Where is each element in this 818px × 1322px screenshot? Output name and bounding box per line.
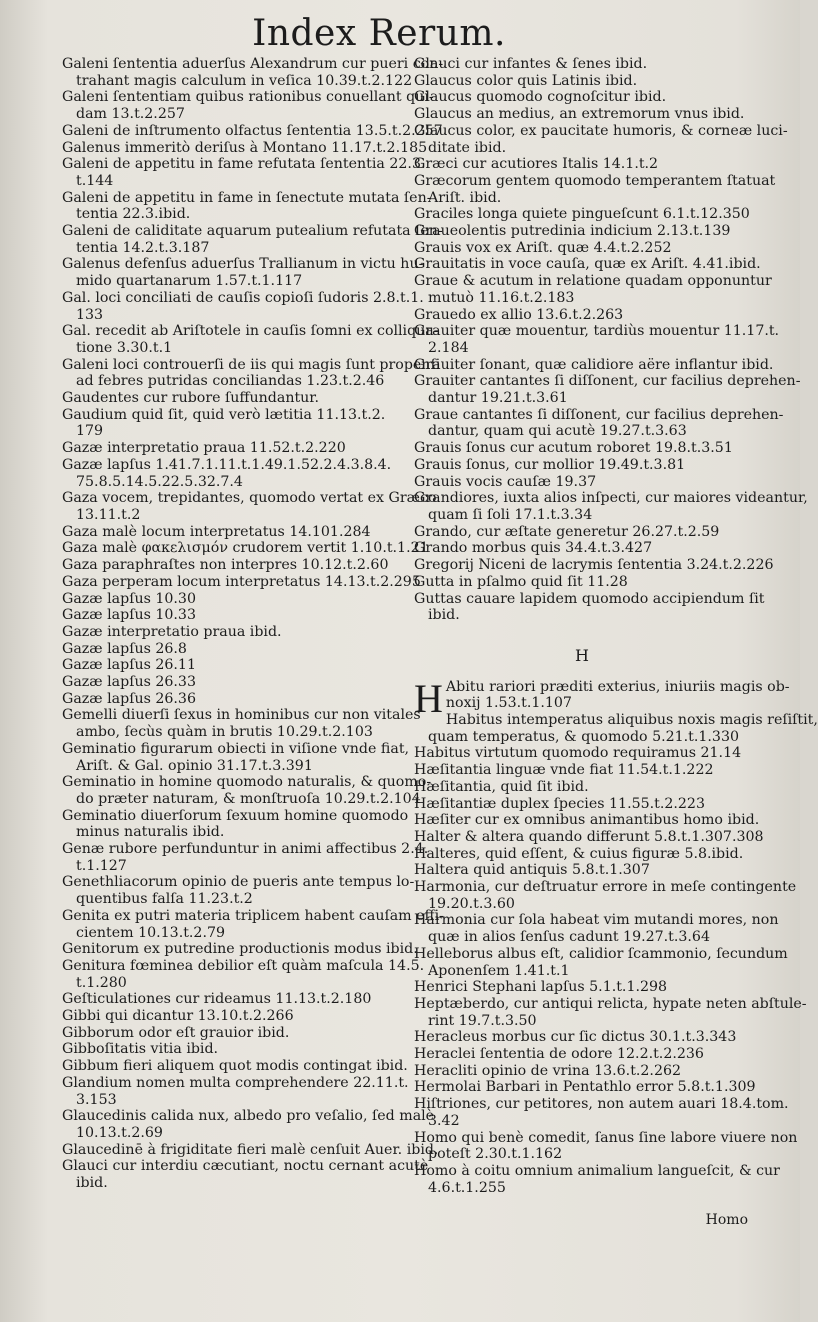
entry-line: Gregorij Niceni de lacrymis ſententia 3.24.t.2.226 [414,557,774,574]
entry-line: Heraclei ſententia de odore 12.2.t.2.236 [414,1046,704,1063]
index-entry [414,995,807,1029]
entry-line: Galeni ſententiam quibus rationibus conuellant qui- [62,89,434,106]
index-entry [62,907,444,941]
index-entry [62,624,400,641]
entry-line: Galeni loci controuerſi de iis qui magis ſunt propenſi [62,356,441,373]
index-entry [414,256,761,273]
entry-line: 133 [76,306,104,323]
entry-line: Grauis vocis cauſæ 19.37 [414,473,597,490]
entry-line: Grandiores, iuxta alios inſpecti, cur maiores videantur, [414,490,808,507]
index-entry [414,1046,750,1063]
index-entry [414,1063,750,1080]
index-entry [62,89,434,123]
entry-line: 19.20.t.3.60 [428,895,515,912]
entry-line: 4.6.t.1.255 [428,1179,506,1196]
entry-line: tione 3.30.t.1 [76,339,173,356]
index-entry [414,172,776,206]
index-entry [62,807,409,841]
entry-line: Heracleus morbus cur ſic dictus 30.1.t.3.343 [414,1029,737,1046]
index-entry [414,89,750,106]
entry-line: trahant magis calculum in veſica 10.39.t.2.122 [76,72,413,89]
catchword: Homo [705,1212,748,1228]
entry-line: Gaza vocem, trepidantes, quomodo vertat ex Græco [62,490,437,507]
entry-line: Glauci cur infantes & ſenes ibid. [414,56,648,72]
entry-line: Homo qui benè comedit, ſanus ſine labore viuere non [414,1129,798,1146]
index-entry [62,189,432,223]
entry-line: Galeni de appetitu in fame refutata ſententia 22.3. [62,156,426,173]
entry-line: Haltera quid antiquis 5.8.t.1.307 [414,862,650,879]
index-entry [62,774,432,807]
entry-line: minus naturalis ibid. [76,824,225,841]
entry-line: mido quartanarum 1.57.t.1.117 [76,273,303,290]
entry-line: tentia 14.2.t.3.187 [76,239,210,256]
index-entry [414,73,750,90]
entry-line: Galeni ſententia aduerſus Alexandrum cur pueri con- [62,56,444,72]
entry-line: Glandium nomen multa comprehendere 22.11.t. [62,1074,409,1091]
index-entry [62,957,425,991]
index-entry [414,912,779,946]
index-entry [62,289,424,323]
entry-line: Gazæ lapſus 26.11 [62,657,196,674]
index-entry [414,106,750,123]
entry-line: Graue cantantes ſi diſſonent, cur facilius deprehen- [414,406,784,423]
index-entry [62,457,400,490]
entry-line: Gaza malè locum interpretatus 14.101.284 [62,523,371,540]
entry-line: Galeni de caliditate aquarum putealium refutata ſen- [62,223,443,240]
entry-line: Gibbi qui dicantur 13.10.t.2.266 [62,1008,294,1025]
entry-line: Geminatio diuerſorum ſexuum homine quomodo [62,807,409,824]
entry-line: Halter & altera quando differunt 5.8.t.1.307.308 [414,828,764,845]
index-entry [414,440,750,457]
entry-line: 3.42 [428,1112,460,1129]
index-entry [62,691,400,708]
index-entry [62,1025,400,1042]
entry-line: Genita ex putri materia triplicem habent cauſam effi- [62,907,444,924]
index-entry [414,356,774,374]
h-entries [414,675,818,1197]
entry-line: dantur 19.21.t.3.61 [428,390,568,407]
index-entry [414,1163,780,1196]
entry-line: t.1.127 [76,857,127,874]
index-entry [62,56,444,89]
entry-line: Hæſitantia, quid ſit ibid. [414,778,589,795]
entry-line: Genitorum ex putredine productionis modus ibid. [62,941,418,958]
entry-line: quentibus falſa 11.23.t.2 [76,891,253,908]
index-entry [414,879,797,912]
index-entry [414,457,750,474]
entry-line: quæ in alios ſenſus cadunt 19.27.t.3.64 [428,929,710,946]
index-entry [414,762,750,779]
entry-line: Hæſitantia linguæ vnde fiat 11.54.t.1.222 [414,762,714,779]
entry-line: Genæ rubore perfunduntur in animi affectibus 2.4. [62,841,429,858]
index-entry [62,490,437,523]
entry-line: Gaudentes cur rubore ſuffundantur. [62,390,320,407]
entry-line: Hiſtriones, cur petitores, non autem auari 18.4.tom. [414,1096,789,1113]
entry-line: Grauiter quæ mouentur, tardiùs mouentur 11.17.t. [414,323,780,340]
index-entry [414,1096,789,1129]
entry-line: Gazæ interpretatio praua ibid. [62,623,282,640]
index-entry [62,223,443,256]
index-entry [62,256,424,290]
entry-line: Glaucus quomodo cognoſcitur ibid. [414,89,667,106]
entry-line: Glaucus an medius, an extremorum vnus ibid. [414,106,745,123]
index-entry [414,56,750,73]
entry-line: Hæſiter cur ex omnibus animantibus homo ibid. [414,812,760,829]
index-entry [62,607,400,624]
entry-line: poteſt 2.30.t.1.162 [428,1146,563,1163]
index-entry [62,573,421,591]
entry-line: Genethliacorum opinio de pueris ante tempus lo- [62,874,415,891]
index-entry [414,474,750,491]
entry-line: do præter naturam, & monſtruoſa 10.29.t.2.104 [76,790,421,807]
entry-line: mutuò 11.16.t.2.183 [428,289,575,306]
entry-line: Gazæ lapſus 26.33 [62,674,196,691]
index-entry [414,240,750,257]
index-entry [414,557,774,574]
g-entries [414,56,808,624]
entry-line: 2.184 [428,339,469,356]
section-letter-h: H [575,645,589,665]
entry-line: Gaza perperam locum interpretatus 14.13.t.2.295 [62,573,421,590]
index-entry [414,812,760,829]
entry-line: Gutta in pſalmo quid ſit 11.28 [414,573,628,590]
entry-line: Aponenſem 1.41.t.1 [428,962,570,979]
entry-line: Grauitatis in voce cauſa, quæ ex Ariſt. 4.41.ibid. [414,256,761,273]
index-entry [62,707,421,741]
entry-line: Homo à coitu omnium animalium langueſcit, & cur [414,1163,780,1179]
entry-line: Gal. recedit ab Ariſtotele in cauſis ſomni ex colliqua- [62,323,439,340]
entry-line: cientem 10.13.t.2.79 [76,924,226,941]
entry-line: Genitura fœminea debilior eſt quàm maſcula 14.5. [62,957,425,974]
entry-line: Hermolai Barbari in Pentathlo error 5.8.t.1.309 [414,1079,756,1096]
entry-line: Grauis ſonus cur acutum roboret 19.8.t.3.51 [414,440,733,457]
index-entry [414,323,780,356]
entry-line: Abitu rariori præditi exterius, iniuriis magis ob- [445,678,790,695]
entry-line: 75.8.5.14.5.22.5.32.7.4 [76,473,243,490]
index-entry [62,557,400,574]
entry-line: dam 13.t.2.257 [76,106,185,123]
index-entry [414,406,784,440]
entry-line: Gibborum odor eſt grauior ibid. [62,1024,290,1041]
entry-line: Grauis ſonus, cur mollior 19.49.t.3.81 [414,456,686,473]
entry-line: Graciles longa quiete pingueſcunt 6.1.t.12.350 [414,206,750,223]
entry-line: t.1.280 [76,974,127,991]
entry-line: Harmonia, cur deſtruatur errore in meſe contingente [414,879,797,896]
index-entry [62,323,439,356]
entry-line: t.144 [76,172,114,189]
entry-line: ad febres putridas conciliandas 1.23.t.2.46 [76,373,385,390]
entry-line: ibid. [428,607,460,624]
index-entry [62,407,400,440]
entry-line: 10.13.t.2.69 [76,1125,163,1141]
index-entry [62,156,426,189]
entry-line: Gazæ lapſus 26.36 [62,690,196,707]
entry-line: dantur, quam qui acutè 19.27.t.3.63 [428,423,687,440]
entry-line: Glaucedinis calida nux, albedo pro veſalio, ſed malè [62,1108,435,1125]
index-entry [62,991,400,1008]
entry-line: Ariſt. & Gal. opinio 31.17.t.3.391 [76,757,313,774]
entry-line: Graueolentis putredinia indicium 2.13.t.139 [414,223,731,240]
index-entry [62,390,400,407]
index-entry [62,1041,400,1058]
entry-line: Geminatio in homine quomodo naturalis, & quomo- [62,774,432,791]
entry-line: Gaza malè φακελισμόν crudorem vertit 1.10.t.1.21 [62,540,429,557]
index-entry [62,524,400,541]
entry-line: Guttas cauare lapidem quomodo accipiendum ſit [414,590,765,607]
index-entry [62,540,429,557]
index-entry [62,1058,408,1075]
index-entry [414,223,750,240]
entry-line: Gazæ interpretatio praua 11.52.t.2.220 [62,440,346,457]
index-entry [414,156,750,173]
entry-line: Glauci cur interdiu cæcutiant, noctu cernant acutè [62,1158,429,1175]
entry-line: Galenus defenſus aduerſus Trallianum in victu hu- [62,256,424,273]
index-entry [62,122,443,140]
index-entry [62,674,400,691]
index-entry [414,796,750,813]
entry-line: 3.153 [76,1091,117,1108]
index-entry [62,591,400,608]
index-entry [414,273,772,306]
entry-line: Geminatio figurarum obiecti in viſione vnde fiat, [62,740,410,757]
index-entry [414,979,750,996]
entry-line: Geſticulationes cur rideamus 11.13.t.2.180 [62,991,372,1008]
index-entry [62,1158,429,1192]
index-entry [414,1079,756,1096]
index-entry [414,490,808,523]
entry-line: Gazæ lapſus 10.30 [62,590,196,607]
entry-line: Henrici Stephani lapſus 5.1.t.1.298 [414,979,668,996]
initial-letter: H [414,675,443,721]
index-entry [62,657,400,674]
index-entry [414,846,750,863]
entry-line: quam temperatus, & quomodo 5.21.t.1.330 [428,728,740,745]
index-entry [414,828,764,846]
entry-line: Gaudium quid ſit, quid verò lætitia 11.13.t.2. [62,406,386,423]
entry-line: rint 19.7.t.3.50 [428,1012,537,1029]
entry-line: Heracliti opinio de vrina 13.6.t.2.262 [414,1062,682,1079]
entry-line: Helleborus albus eſt, calidior ſcammonio, ſecundum [414,945,788,962]
entry-line: Galenus immeritò deriſus à Montano 11.17.t.2.185 [62,139,428,156]
entry-line: Habitus intemperatus aliquibus noxis magis reſiſtit, [445,712,818,729]
index-entry [414,862,750,879]
index-entry [414,307,750,324]
entry-line: Gazæ lapſus 1.41.7.1.11.t.1.49.1.52.2.4.3.8.4. [62,456,392,473]
index-entry [414,745,750,762]
index-entry [414,712,818,745]
index-entry [414,574,750,591]
index-entry [62,1108,435,1141]
index-entry [414,206,750,223]
entry-line: Grauiter ſonant, quæ calidiore aëre inflantur ibid. [414,356,774,373]
entry-line: Galeni de appetitu in fame in ſenectute mutata ſen- [62,189,432,206]
entry-line: Galeni de inſtrumento olfactus ſententia 13.5.t.2.257 [62,122,443,139]
index-entry [414,540,750,557]
entry-line: quam ſi ſoli 17.1.t.3.34 [428,506,593,523]
entry-line: Grauis vox ex Ariſt. quæ 4.4.t.2.252 [414,239,672,256]
entry-line: Grauedo ex allio 13.6.t.2.263 [414,306,624,323]
index-entry [414,1129,798,1163]
index-entry [414,1029,750,1046]
index-entry [414,524,750,541]
index-entry [62,941,418,958]
entry-line: tentia 22.3.ibid. [76,206,191,223]
page-title: Index Rerum. [252,13,506,54]
entry-line: Heptæberdo, cur antiqui relicta, hypate neten abſtule- [414,995,807,1012]
entry-line: Graue & acutum in relatione quadam opponuntur [414,273,772,290]
index-entry [62,1008,400,1025]
entry-line: Grauiter cantantes ſi diſſonent, cur facilius deprehen- [414,373,801,390]
index-entry [62,841,429,874]
entry-line: 13.11.t.2 [76,506,141,523]
index-entry [62,874,415,908]
entry-line: Græcorum gentem quomodo temperantem ſtatuat [414,172,776,189]
entry-line: Grando morbus quis 34.4.t.3.427 [414,540,653,557]
entry-line: Gibbum fieri aliquem quot modis contingat ibid. [62,1058,408,1075]
index-entry [62,356,441,390]
entry-line: Gazæ lapſus 10.33 [62,607,196,624]
index-entry [414,373,801,407]
entry-line: Ariſt. ibid. [428,189,502,206]
entry-line: Hæſitantiæ duplex ſpecies 11.55.t.2.223 [414,795,705,812]
entry-line: Gibboſitatis vitia ibid. [62,1041,219,1058]
entry-line: Harmonia cur ſola habeat vim mutandi mores, non [414,912,779,929]
entry-line: Gaza paraphraſtes non interpres 10.12.t.2.60 [62,557,389,574]
index-entry [414,945,788,979]
entry-line: 179 [76,423,104,440]
index-entry [62,139,428,157]
entry-line: Gemelli diuerſi ſexus in hominibus cur non vitales [62,707,421,724]
index-entry [414,122,788,156]
entry-line: Halteres, quid eſſent, & cuius figuræ 5.8.ibid. [414,845,744,862]
entry-line: Glaucedinē à frigiditate fieri malè cenſuit Auer. ibid. [62,1141,439,1158]
index-entry [62,1074,409,1108]
entry-line: Habitus virtutum quomodo requiramus 21.14 [414,745,742,762]
index-entry [62,740,410,774]
index-entry [62,641,400,658]
entry-line: Grando, cur æſtate generetur 26.27.t.2.59 [414,523,720,540]
index-column-right [414,56,818,1196]
entry-line: ditate ibid. [428,139,507,156]
index-entry [62,1141,439,1159]
entry-line: Gazæ lapſus 26.8 [62,640,187,657]
index-entry [414,675,790,721]
entry-line: noxij 1.53.t.1.107 [445,695,572,712]
entry-line: Gal. loci conciliati de cauſis copioſi ſudoris 2.8.t.1. [62,289,424,306]
entry-line: Glaucus color, ex paucitate humoris, & corneæ luci- [414,122,788,139]
entry-line: ambo, ſecùs quàm in brutis 10.29.t.2.103 [76,724,373,741]
entry-line: ibid. [76,1175,108,1192]
index-entry [62,440,400,457]
index-entry [414,590,765,624]
entry-line: Græci cur acutiores Italis 14.1.t.2 [414,156,659,173]
index-entry [414,779,750,796]
entry-line: Glaucus color quis Latinis ibid. [414,72,638,89]
